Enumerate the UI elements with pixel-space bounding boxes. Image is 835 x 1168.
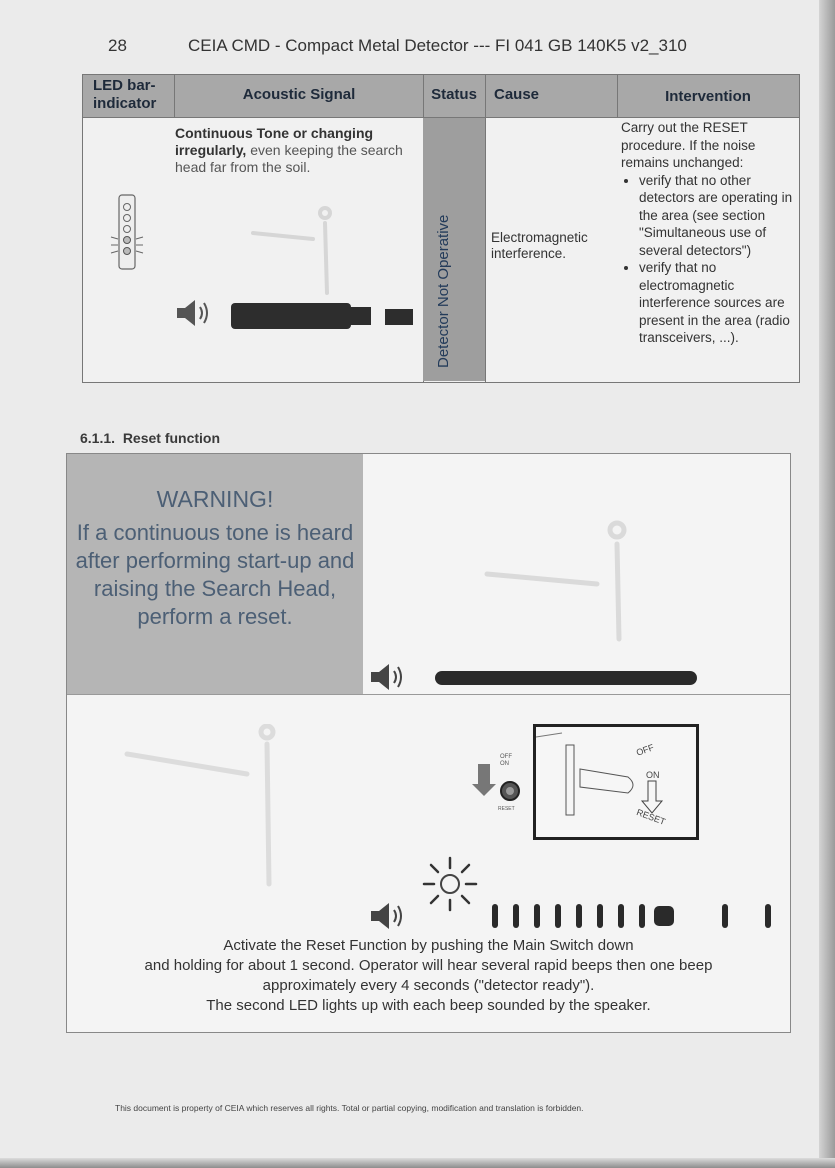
beep-pattern [492,902,782,932]
switch-label-reset: RESET [498,806,515,812]
section-number: 6.1.1. [80,430,116,446]
column-header-led: LED bar-indicator [83,75,175,117]
column-divider [617,75,618,117]
reset-instructions [67,936,790,1016]
continuous-tone-bar [231,303,351,329]
reset-instruction-line: The second LED lights up with each beep sounded by the speaker. [206,997,651,1014]
panel-divider [67,694,790,695]
switch-detail-inset [533,724,699,840]
switch-label-on: ON [500,761,509,767]
speaker-icon [367,898,413,934]
continuous-tone-bar-neck [351,307,371,325]
reset-function-box [66,453,791,1033]
warning-title: WARNING! [156,486,274,512]
reset-instruction-line: and holding for about 1 second. Operator will hear several rapid beeps then one beep [144,957,713,974]
document-title: CEIA CMD - Compact Metal Detector --- FI 041 GB 140K5 v2_310 [188,36,687,55]
acoustic-signal-description [175,125,405,176]
switch-label-off: OFF [500,754,512,760]
inset-label-reset: RESET [635,807,667,827]
main-switch-control[interactable] [472,754,528,828]
reset-instruction-line: Activate the Reset Function by pushing the Main Switch down [223,937,634,954]
column-header-acoustic: Acoustic Signal [175,75,423,117]
cause-text: Electromagnetic interference. [491,230,588,261]
warning-text: If a continuous tone is heard after performing start-up and raising the Search Head, perform a reset. [75,520,355,629]
inset-label-on: ON [646,770,660,780]
column-header-cause: Cause [485,75,617,117]
acoustic-signal-detail: even keeping the search head far from the soil. [175,142,403,175]
intervention-text [621,119,796,347]
speaker-icon [367,659,413,695]
continuous-tone-bar-tip [385,309,413,325]
section-title: Reset function [122,430,221,446]
page-edge-shadow [819,0,835,1168]
intervention-intro: Carry out the RESET procedure. If the noise remains unchanged: [621,120,756,170]
speaker-icon [173,295,221,331]
warning-panel [67,454,363,694]
status-cell [423,118,485,381]
inset-label-off: OFF [634,742,656,758]
column-header-intervention: Intervention [617,75,799,117]
section-heading [80,430,220,446]
led-bar-icon [109,193,145,273]
operator-figure [117,724,307,894]
intervention-list [621,172,796,347]
continuous-tone-bar [435,671,697,685]
led-light-icon [420,854,480,914]
page-footer: This document is property of CEIA which reserves all rights. Total or partial copying, modification and translation is forbidden. [115,1103,584,1113]
status-label: Detector Not Operative [435,214,452,368]
column-divider [174,75,175,117]
intervention-item: • verify that no other detectors are operating in the area (see section "Simultaneous use of several detectors") [639,172,796,260]
operator-figure [243,203,353,303]
page-header [108,36,687,56]
column-header-status: Status [423,75,485,117]
troubleshooting-table [82,74,800,383]
operator-figure [467,504,647,644]
acoustic-signal-emphasis: Continuous Tone or changing irregularly, [175,125,374,158]
page-number: 28 [108,36,127,55]
column-divider [485,75,486,382]
page-bottom-edge [0,1158,835,1168]
intervention-item: • verify that no electromagnetic interference sources are present in the area (radio transceivers, ...). [639,259,796,347]
switch-lever-illustration [536,727,696,837]
reset-instruction-line: approximately every 4 seconds ("detector ready"). [262,977,595,994]
